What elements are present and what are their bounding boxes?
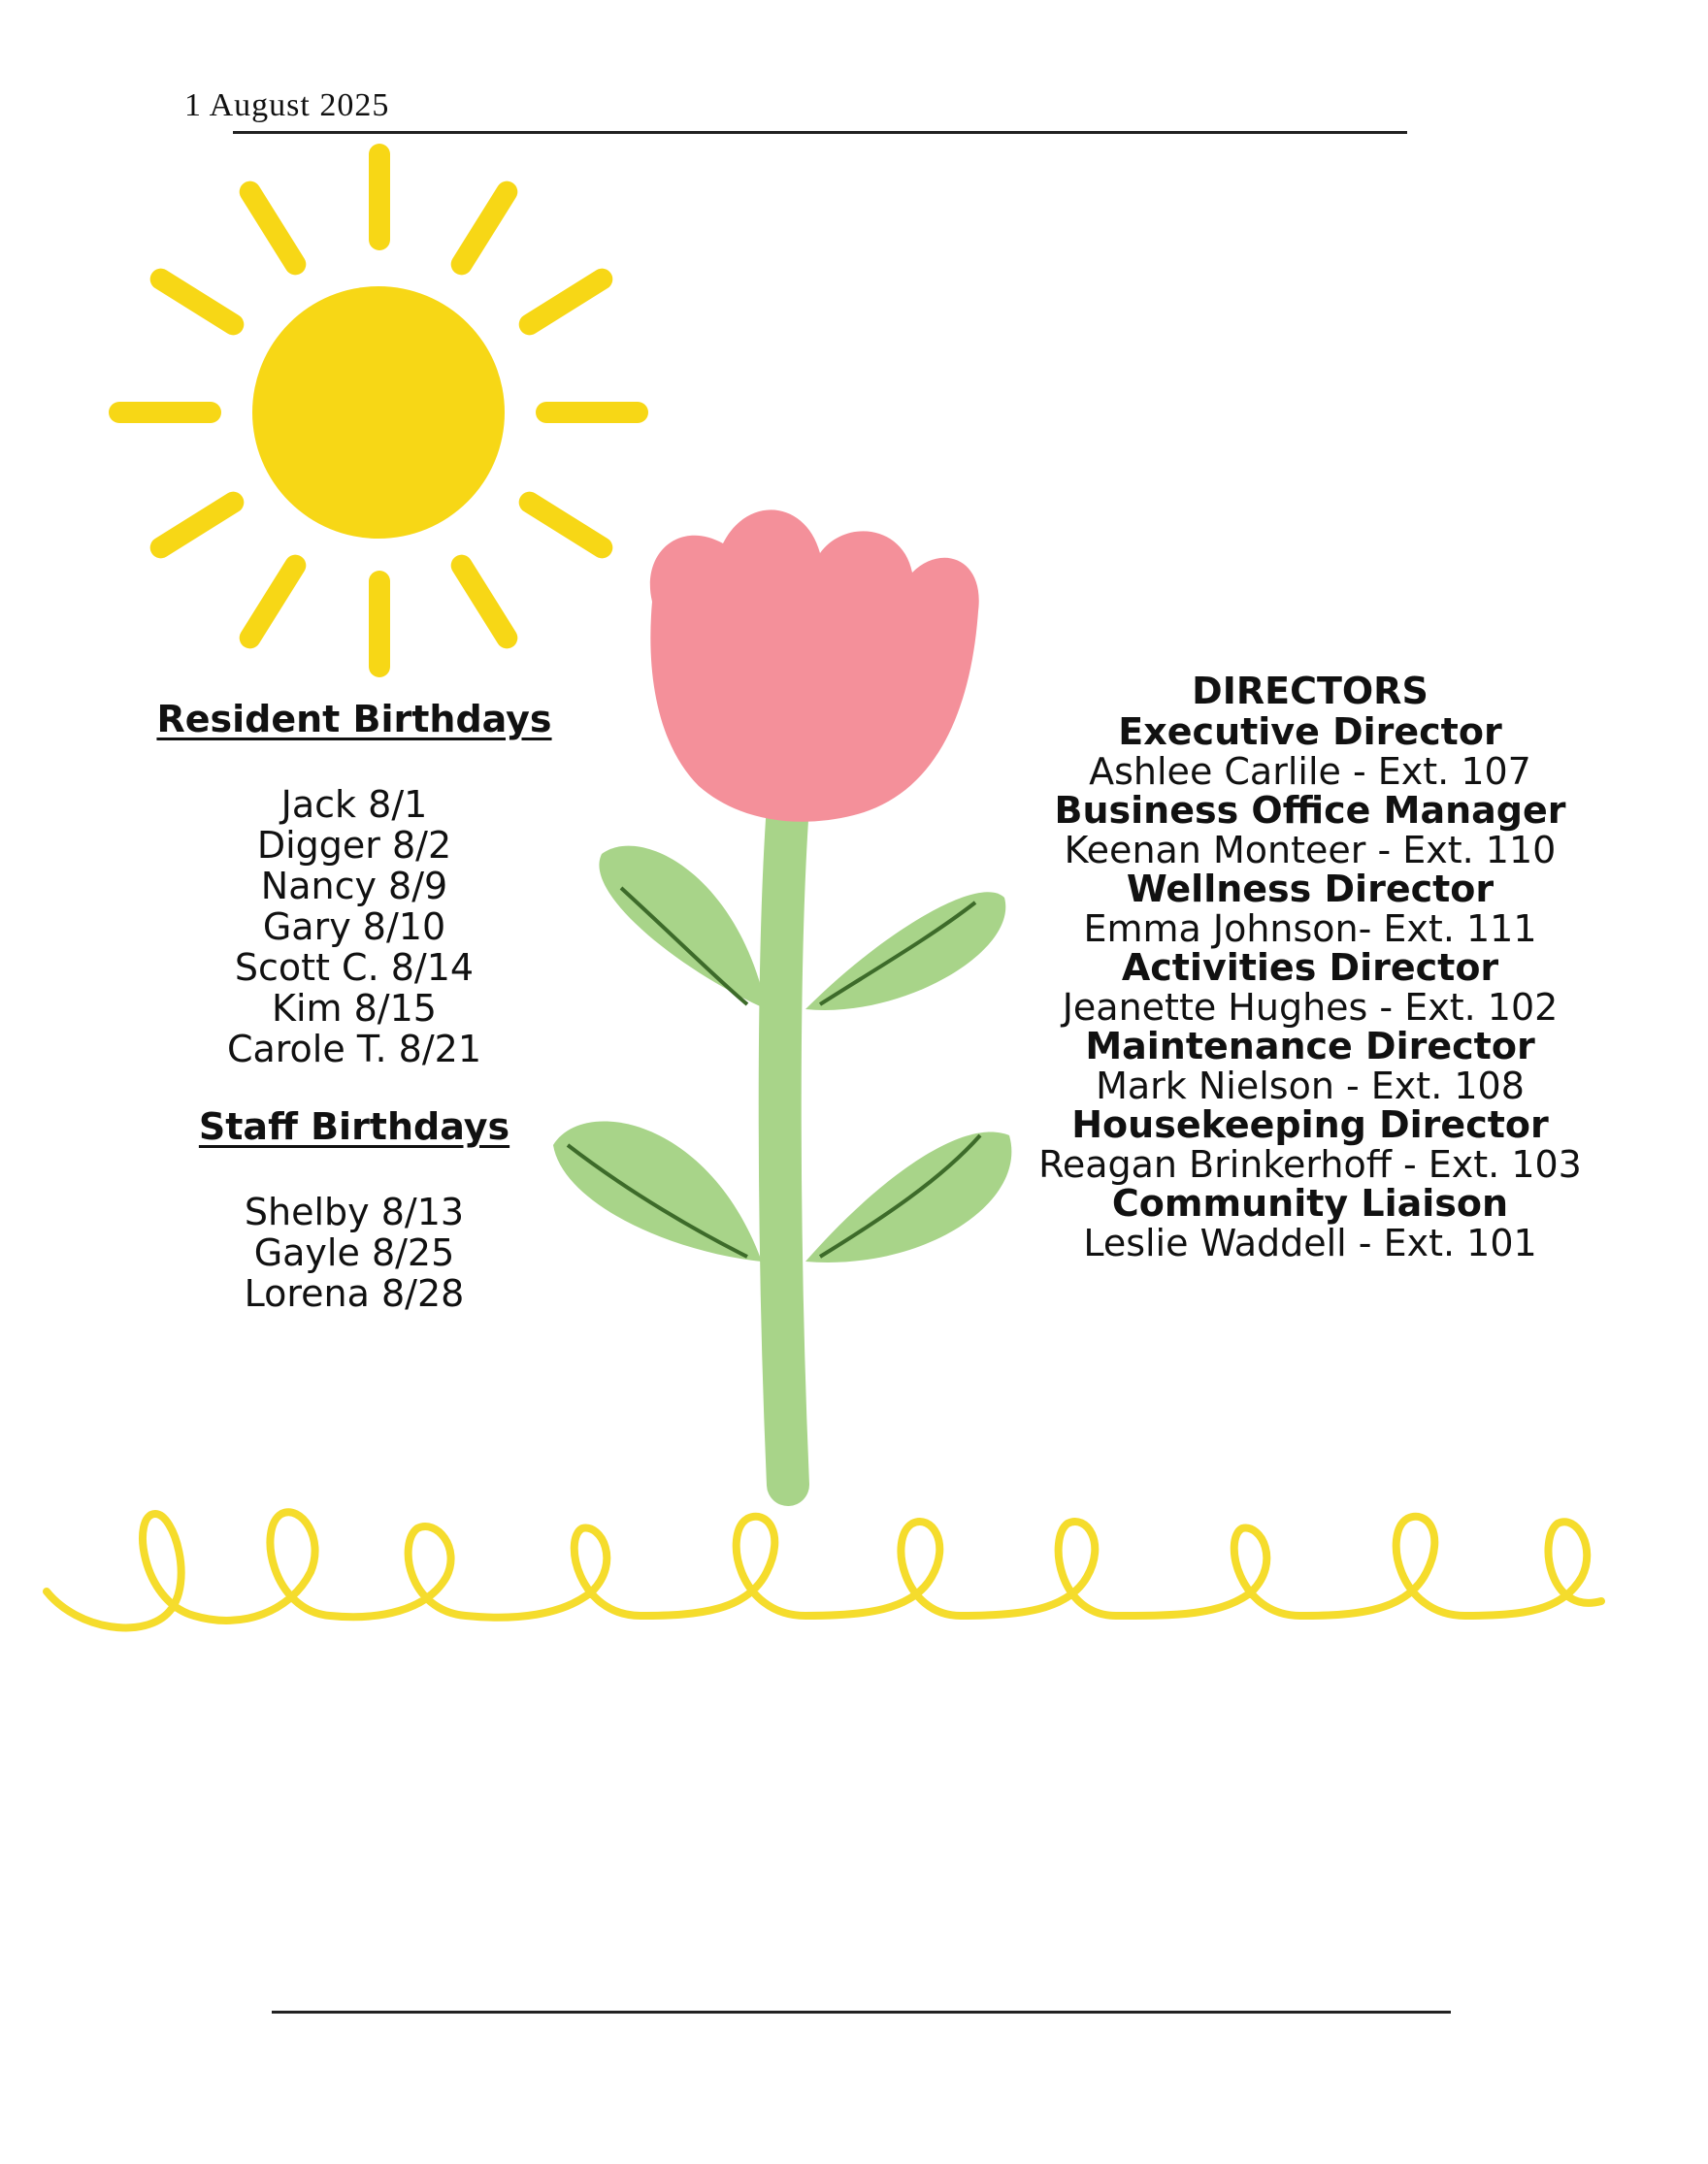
- director-name: Emma Johnson- Ext. 111: [1083, 906, 1537, 950]
- director-name: Jeanette Hughes - Ext. 102: [1062, 985, 1559, 1029]
- director-entry: [1019, 1105, 1601, 1184]
- director-name: Leslie Waddell - Ext. 101: [1083, 1221, 1537, 1264]
- resident-birthdays-list: [97, 784, 611, 1069]
- director-role: Wellness Director: [1126, 868, 1494, 910]
- sun-ray: [536, 402, 648, 423]
- director-entry: [1019, 869, 1601, 948]
- birthdays-section: [97, 699, 611, 1314]
- director-entry: [1019, 712, 1601, 791]
- sun-ray: [447, 178, 522, 279]
- directors-title: DIRECTORS: [1192, 670, 1429, 712]
- director-entry: [1019, 1027, 1601, 1105]
- sun-ray: [369, 144, 390, 250]
- resident-birthdays-title: Resident Birthdays: [156, 698, 552, 740]
- director-role: Maintenance Director: [1085, 1025, 1535, 1067]
- list-item: Scott C. 8/14: [234, 946, 475, 989]
- sun-ray: [236, 178, 311, 279]
- list-item: Gary 8/10: [262, 905, 446, 948]
- sun-ray: [515, 488, 617, 563]
- sun-ray: [369, 571, 390, 677]
- director-role: Community Liaison: [1111, 1182, 1509, 1225]
- list-item: Lorena 8/28: [244, 1272, 465, 1315]
- leaf: [599, 846, 767, 1009]
- director-role: Activities Director: [1121, 946, 1499, 989]
- director-role: Executive Director: [1118, 710, 1502, 753]
- list-item: Shelby 8/13: [244, 1191, 465, 1233]
- sun-disc: [252, 286, 505, 539]
- director-entry: [1019, 1184, 1601, 1262]
- bottom-rule: [272, 2011, 1451, 2014]
- sun-ray: [147, 265, 248, 340]
- director-role: Housekeeping Director: [1071, 1103, 1549, 1146]
- staff-birthdays-list: [97, 1192, 611, 1314]
- sun-ray: [447, 551, 522, 653]
- director-name: Reagan Brinkerhoff - Ext. 103: [1038, 1142, 1582, 1186]
- tulip-bloom: [650, 509, 979, 821]
- list-item: Gayle 8/25: [253, 1231, 455, 1274]
- director-role: Business Office Manager: [1054, 789, 1566, 832]
- sun-ray: [109, 402, 221, 423]
- staff-birthdays-title: Staff Birthdays: [198, 1105, 510, 1148]
- director-entry: [1019, 948, 1601, 1027]
- director-name: Mark Nielson - Ext. 108: [1096, 1064, 1525, 1107]
- list-item: Jack 8/1: [280, 783, 428, 826]
- director-entry: [1019, 791, 1601, 869]
- list-item: Nancy 8/9: [260, 865, 448, 907]
- list-item: Kim 8/15: [272, 987, 437, 1030]
- tulip-illustration: [553, 509, 1011, 1485]
- date-line: 1 August 2025: [184, 87, 390, 123]
- sun-illustration: [109, 144, 648, 677]
- swirl-border: [47, 1512, 1601, 1627]
- director-name: Keenan Monteer - Ext. 110: [1064, 828, 1557, 871]
- director-name: Ashlee Carlile - Ext. 107: [1089, 749, 1531, 793]
- tulip-stem: [780, 805, 788, 1485]
- sun-ray: [515, 265, 617, 340]
- sun-ray: [236, 551, 311, 653]
- list-item: Digger 8/2: [256, 824, 452, 867]
- sun-ray: [147, 488, 248, 563]
- directors-section: [1019, 670, 1601, 1262]
- list-item: Carole T. 8/21: [226, 1028, 482, 1070]
